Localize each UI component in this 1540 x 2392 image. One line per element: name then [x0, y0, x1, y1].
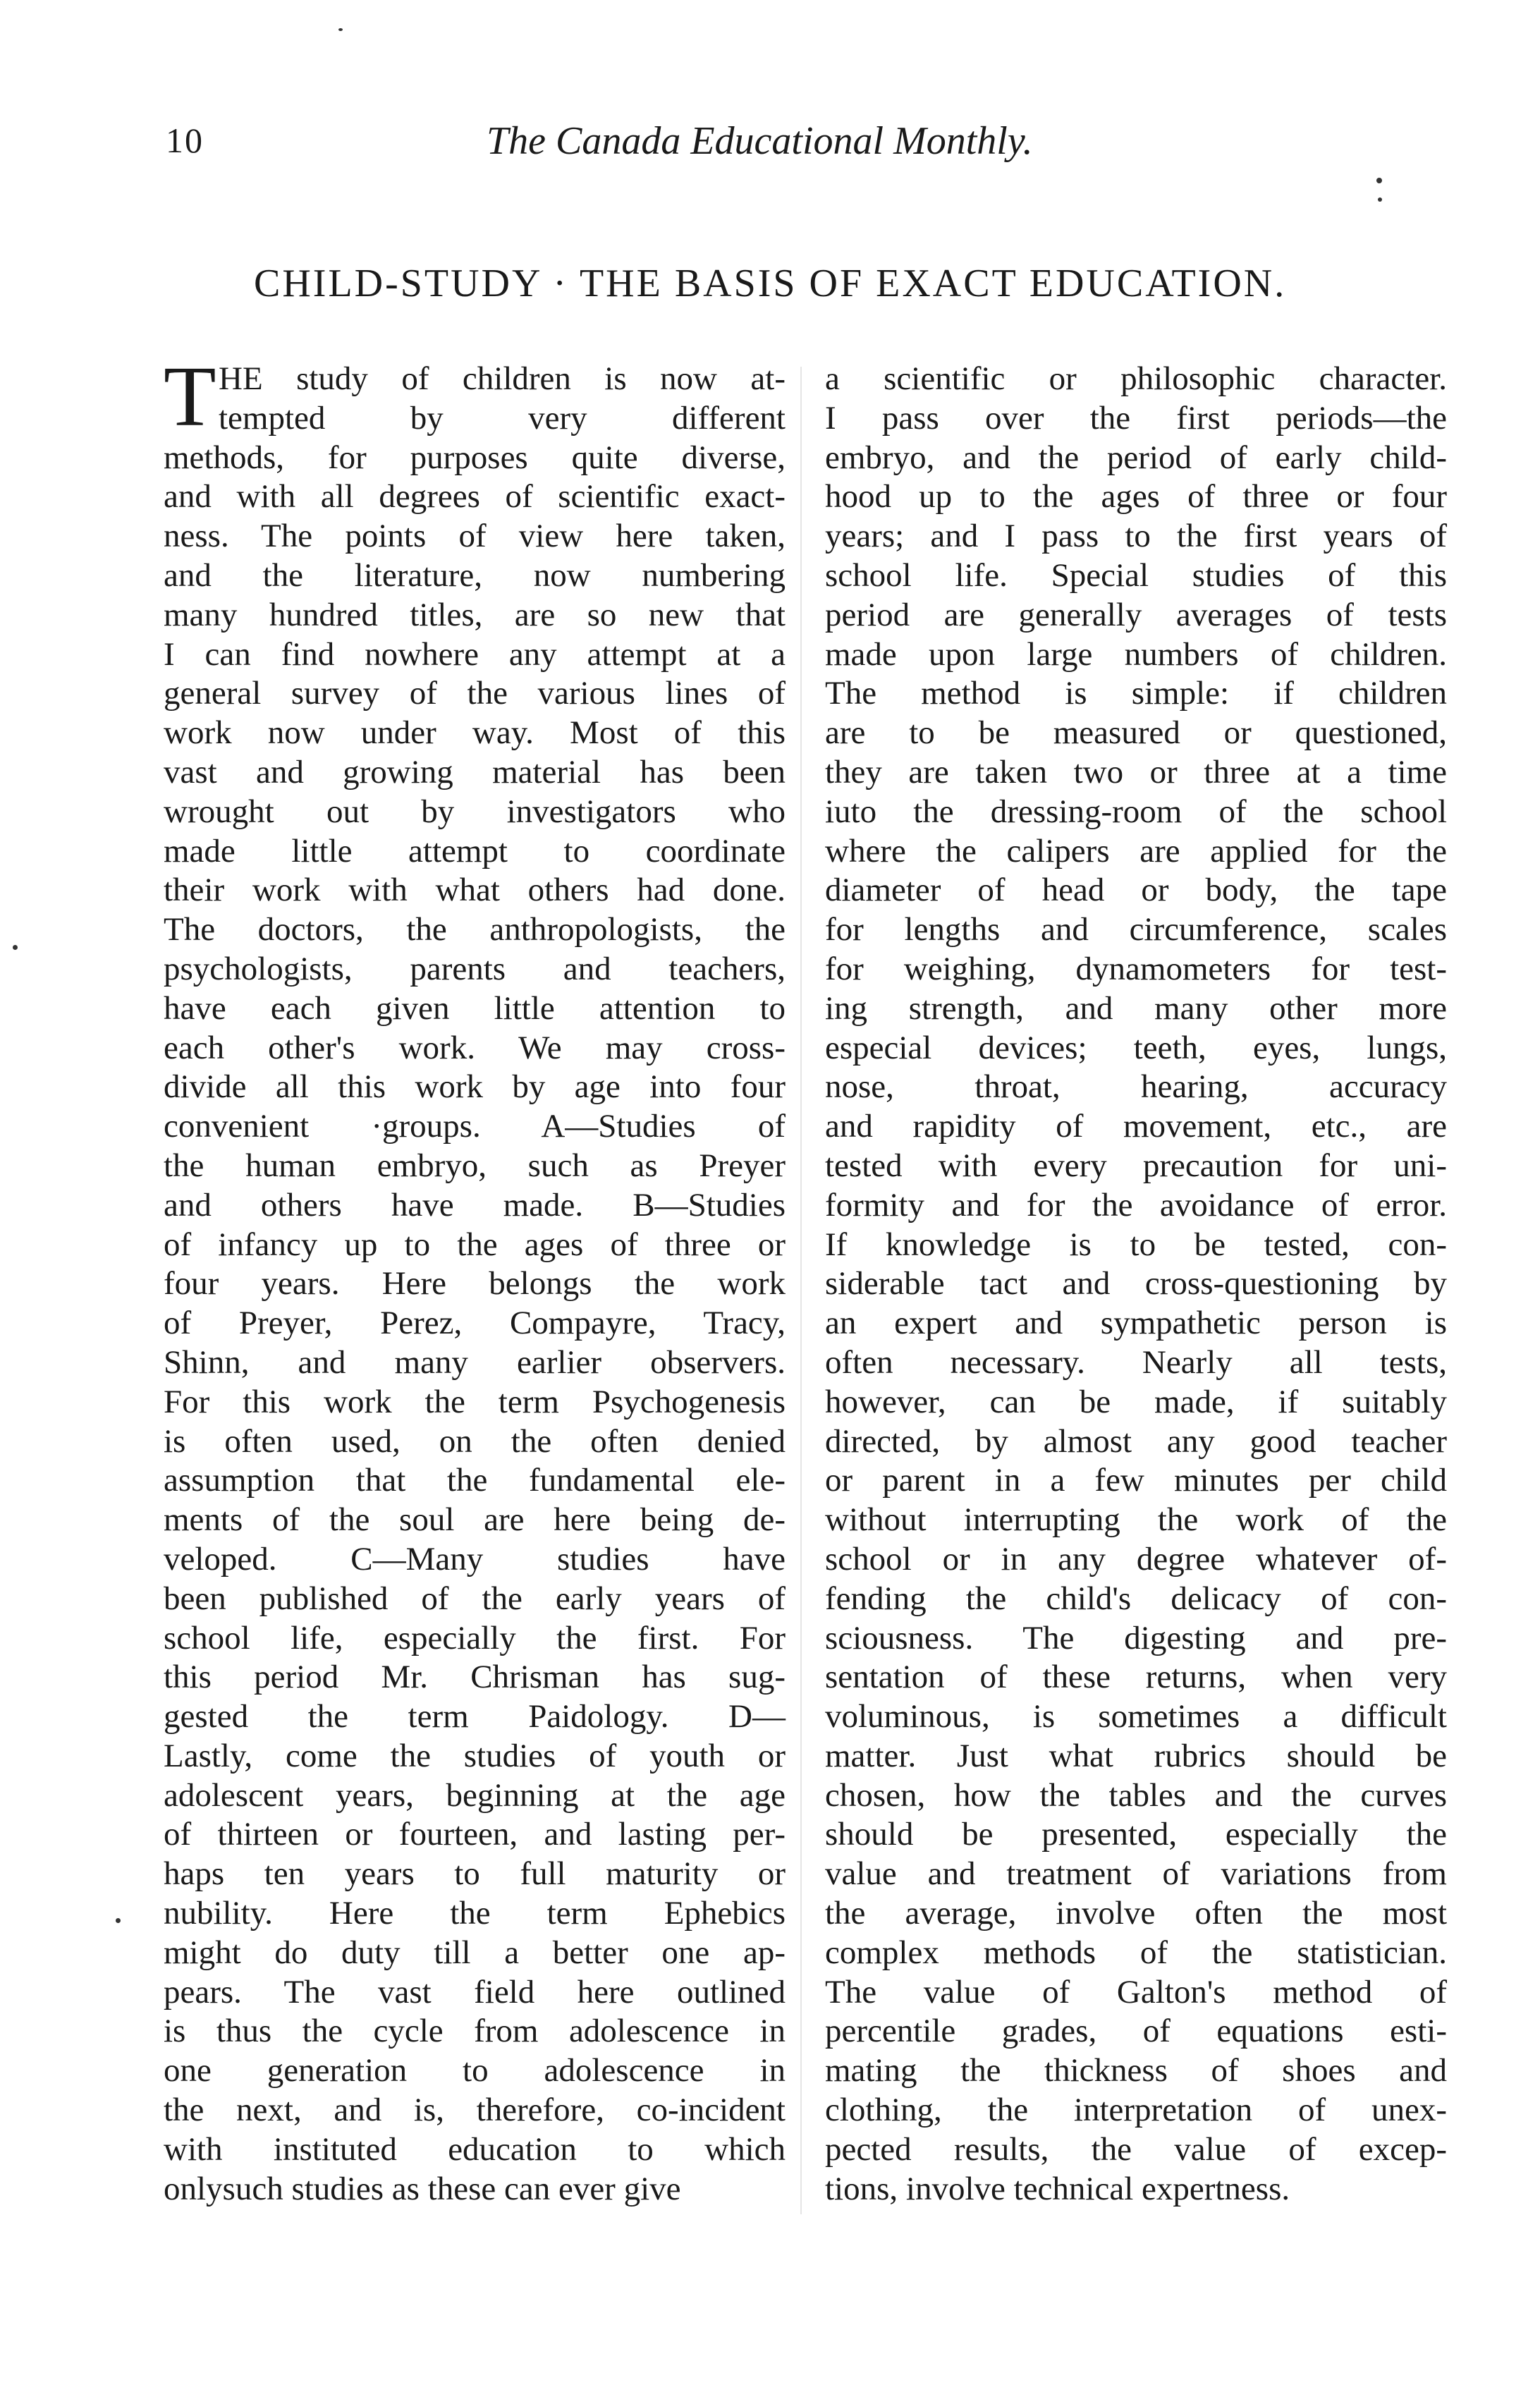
text-line: work now under way. Most of this: [164, 714, 786, 752]
text-line: wrought out by investigators who: [164, 793, 786, 830]
text-line: especial devices; teeth, eyes, lungs,: [825, 1029, 1447, 1066]
scan-speck: [1378, 197, 1382, 202]
text-line: percentile grades, of equations esti-: [825, 2013, 1447, 2050]
left-column: [164, 349, 786, 2209]
text-line: formity and for the avoidance of error.: [825, 1186, 1447, 1224]
text-line: gested the term Paidology. D—: [164, 1698, 786, 1735]
text-line: is often used, on the often denied: [164, 1422, 786, 1460]
text-line: adolescent years, beginning at the age: [164, 1776, 786, 1814]
text-line: tions, involve technical expertness.: [825, 2170, 1290, 2207]
text-line: divide all this work by age into four: [164, 1068, 786, 1106]
text-line: complex methods of the statistician.: [825, 1934, 1447, 1971]
text-line: with instituted education to which: [164, 2130, 786, 2168]
text-line: tested with every precaution for uni-: [825, 1147, 1447, 1184]
text-line: where the calipers are applied for the: [825, 832, 1447, 869]
text-line: often necessary. Nearly all tests,: [825, 1343, 1447, 1381]
text-line: methods, for purposes quite diverse,: [164, 439, 786, 476]
text-line: period are generally averages of tests: [825, 596, 1447, 633]
text-line: school or in any degree whatever of-: [825, 1540, 1447, 1578]
text-line: voluminous, is sometimes a difficult: [825, 1698, 1447, 1735]
text-line: HE study of children is now at-: [219, 360, 786, 397]
text-line: each other's work. We may cross-: [164, 1029, 786, 1066]
right-column: [825, 360, 1447, 2209]
text-line: iuto the dressing-room of the school: [825, 793, 1447, 830]
text-line: chosen, how the tables and the curves: [825, 1776, 1447, 1814]
text-line: nubility. Here the term Ephebics: [164, 1895, 786, 1932]
text-line: For this work the term Psychogenesis: [164, 1383, 786, 1420]
text-line: of infancy up to the ages of three or: [164, 1226, 786, 1263]
text-line: years; and I pass to the first years of: [825, 518, 1447, 555]
text-line: four years. Here belongs the work: [164, 1265, 786, 1302]
text-line: Shinn, and many earlier observers.: [164, 1343, 786, 1381]
text-line: tempted by very different: [219, 399, 786, 437]
text-line: for lengths and circumference, scales: [825, 911, 1447, 948]
text-line: convenient ·groups. A—Studies of: [164, 1108, 786, 1145]
text-line: pears. The vast field here outlined: [164, 1973, 786, 2010]
text-line: I can find nowhere any attempt at a: [164, 635, 786, 673]
page-number: 10: [166, 121, 204, 160]
text-line: I pass over the first periods—the: [825, 399, 1447, 437]
text-line: The method is simple: if children: [825, 675, 1447, 712]
text-line: or parent in a few minutes per child: [825, 1462, 1447, 1499]
article-title: CHILD-STUDY · THE BASIS OF EXACT EDUCATION.: [254, 262, 1287, 305]
text-line: many hundred titles, are so new that: [164, 596, 786, 633]
text-line: vast and growing material has been: [164, 753, 786, 791]
text-line: matter. Just what rubrics should be: [825, 1737, 1447, 1774]
text-line: for weighing, dynamometers for test-: [825, 950, 1447, 987]
text-line: hood up to the ages of three or four: [825, 478, 1447, 515]
text-line: Lastly, come the studies of youth or: [164, 1737, 786, 1774]
text-line: nose, throat, hearing, accuracy: [825, 1068, 1447, 1106]
text-line: an expert and sympathetic person is: [825, 1305, 1447, 1342]
scan-speck: [338, 28, 343, 31]
text-line: their work with what others had done.: [164, 872, 786, 909]
text-line: might do duty till a better one ap-: [164, 1934, 786, 1971]
text-line: the human embryo, such as Preyer: [164, 1147, 786, 1184]
text-line: without interrupting the work of the: [825, 1501, 1447, 1539]
text-line: and with all degrees of scientific exact-: [164, 478, 786, 515]
text-line: The value of Galton's method of: [825, 1973, 1447, 2010]
text-line: have each given little attention to: [164, 989, 786, 1027]
scan-speck: [13, 945, 18, 950]
text-line: directed, by almost any good teacher: [825, 1422, 1447, 1460]
text-line: assumption that the fundamental ele-: [164, 1462, 786, 1499]
text-line: school life, especially the first. For: [164, 1619, 786, 1656]
text-line: fending the child's delicacy of con-: [825, 1580, 1447, 1617]
column-gutter: [800, 367, 802, 2214]
text-line: school life. Special studies of this: [825, 556, 1447, 594]
text-line: general survey of the various lines of: [164, 675, 786, 712]
text-line: ments of the soul are here being de-: [164, 1501, 786, 1539]
text-line: the average, involve often the most: [825, 1895, 1447, 1932]
text-line: embryo, and the period of early child-: [825, 439, 1447, 476]
text-line: and rapidity of movement, etc., are: [825, 1108, 1447, 1145]
text-line: siderable tact and cross-questioning by: [825, 1265, 1447, 1302]
text-line: veloped. C—Many studies have: [164, 1540, 786, 1578]
running-title: The Canada Educational Monthly.: [487, 119, 1033, 163]
text-line: they are taken two or three at a time: [825, 753, 1447, 791]
text-line: If knowledge is to be tested, con-: [825, 1226, 1447, 1263]
text-line: value and treatment of variations from: [825, 1855, 1447, 1893]
text-line: psychologists, parents and teachers,: [164, 950, 786, 987]
text-line: ing strength, and many other more: [825, 989, 1447, 1027]
text-line: mating the thickness of shoes and: [825, 2052, 1447, 2089]
text-line: should be presented, especially the: [825, 1816, 1447, 1853]
text-line: been published of the early years of: [164, 1580, 786, 1617]
text-line: of thirteen or fourteen, and lasting per-: [164, 1816, 786, 1853]
text-line: however, can be made, if suitably: [825, 1383, 1447, 1420]
text-line: of Preyer, Perez, Compayre, Tracy,: [164, 1305, 786, 1342]
text-line: The doctors, the anthropologists, the: [164, 911, 786, 948]
text-line: clothing, the interpretation of unex-: [825, 2092, 1447, 2129]
text-line: and others have made. B—Studies: [164, 1186, 786, 1224]
text-line: pected results, the value of excep-: [825, 2130, 1447, 2168]
scan-speck: [116, 1918, 121, 1923]
text-line: sentation of these returns, when very: [825, 1659, 1447, 1696]
text-line: this period Mr. Chrisman has sug-: [164, 1659, 786, 1696]
text-line: haps ten years to full maturity or: [164, 1855, 786, 1893]
text-line: onlysuch studies as these can ever give: [164, 2170, 681, 2207]
text-line: a scientific or philosophic character.: [825, 360, 1447, 397]
text-line: the next, and is, therefore, co-incident: [164, 2092, 786, 2129]
text-line: diameter of head or body, the tape: [825, 872, 1447, 909]
text-line: is thus the cycle from adolescence in: [164, 2013, 786, 2050]
scan-speck: [1376, 178, 1382, 183]
text-line: and the literature, now numbering: [164, 556, 786, 594]
drop-cap: T: [164, 349, 216, 444]
text-line: are to be measured or questioned,: [825, 714, 1447, 752]
text-line: made upon large numbers of children.: [825, 635, 1447, 673]
text-line: made little attempt to coordinate: [164, 832, 786, 869]
text-line: one generation to adolescence in: [164, 2052, 786, 2089]
text-line: ness. The points of view here taken,: [164, 518, 786, 555]
text-line: sciousness. The digesting and pre-: [825, 1619, 1447, 1656]
